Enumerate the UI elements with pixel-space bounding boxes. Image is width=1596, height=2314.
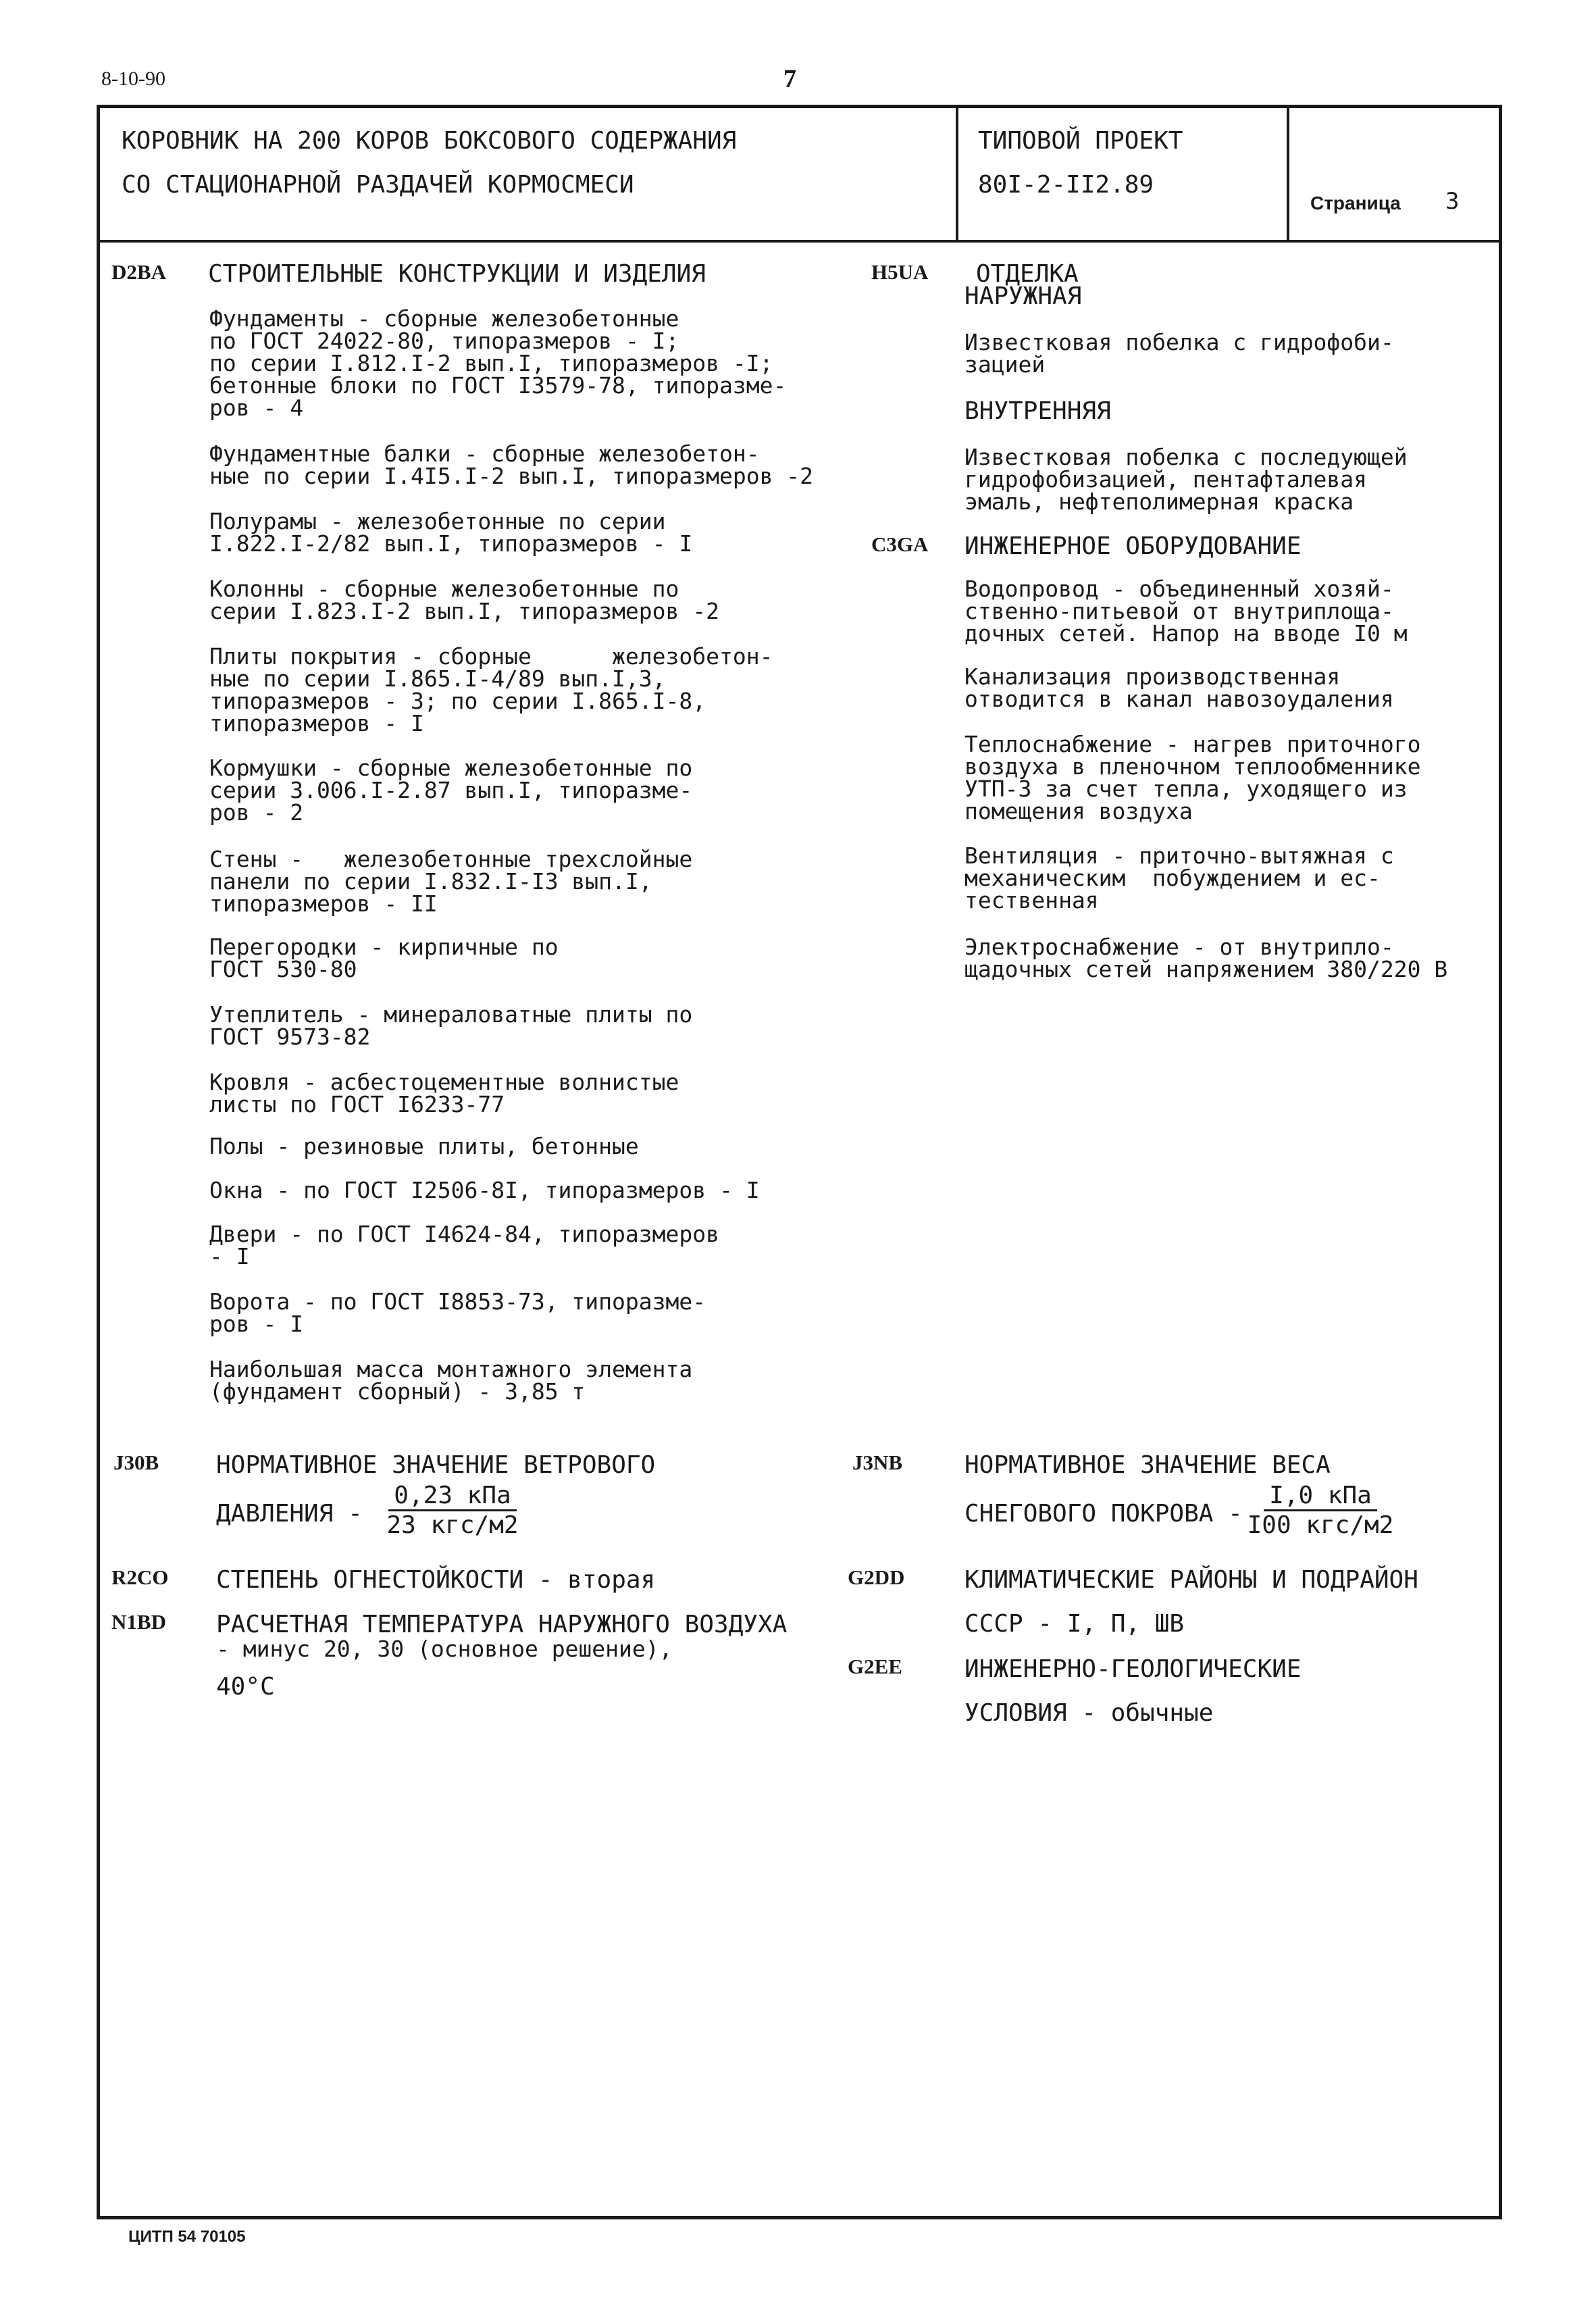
wind-denominator: 23 кгс/м2	[386, 1511, 519, 1539]
construction-item	[209, 1071, 679, 1115]
header-title-line2: СО СТАЦИОНАРНОЙ РАЗДАЧЕЙ КОРМОСМЕСИ	[122, 171, 634, 199]
engineering-item	[964, 578, 1408, 645]
engineering-item	[964, 936, 1447, 980]
construction-item	[209, 1223, 719, 1267]
text-line: Кормушки - сборные железобетонные по	[209, 755, 693, 781]
page-number: 3	[1445, 188, 1460, 215]
snow-title: НОРМАТИВНОЕ ЗНАЧЕНИЕ ВЕСА	[964, 1451, 1331, 1479]
text-line: типоразмеров - I	[209, 710, 424, 736]
text-line: Вентиляция - приточно-вытяжная с	[964, 842, 1394, 869]
construction-item	[209, 1135, 639, 1157]
snow-fraction	[1236, 1482, 1405, 1539]
text-line: эмаль, нефтеполимерная краска	[964, 488, 1354, 515]
construction-item	[209, 578, 719, 622]
text-line: воздуха в пленочном теплообменнике	[964, 753, 1421, 780]
engineering-item	[964, 665, 1394, 710]
text-line: серии I.823.I-2 вып.I, типоразмеров -2	[209, 598, 719, 624]
text-line: панели по серии I.832.I-I3 вып.I,	[209, 868, 652, 895]
construction-item	[209, 848, 692, 915]
text-line: УТП-3 за счет тепла, уходящего из	[964, 776, 1408, 802]
text-line: Полы - резиновые плиты, бетонные	[209, 1133, 639, 1159]
section-code-n1bd: N1BD	[111, 1610, 166, 1634]
section-code-h5ua: H5UA	[871, 260, 929, 284]
text-line: механическим побуждением и ес-	[964, 865, 1381, 891]
sheet-number: 7	[783, 65, 796, 93]
construction-item	[209, 307, 786, 419]
text-line: Окна - по ГОСТ I2506-8I, типоразмеров - I	[209, 1177, 760, 1203]
section-code-c3ga: C3GA	[871, 532, 929, 556]
finish-inner-text	[964, 446, 1408, 513]
construction-item	[209, 757, 692, 824]
header-col-divider-1	[956, 105, 958, 241]
wind-label: ДАВЛЕНИЯ -	[216, 1500, 363, 1528]
temperature-line3: 40°С	[216, 1673, 275, 1701]
footer-stamp: ЦИТП 54 70105	[128, 2228, 246, 2246]
text-line: ные по серии I.4I5.I-2 вып.I, типоразмеров -2	[209, 463, 814, 489]
text-line: щадочных сетей напряжением 380/220 В	[964, 956, 1448, 982]
text-line: ГОСТ 530-80	[209, 956, 357, 982]
text-line: Утеплитель - минераловатные плиты по	[209, 1001, 693, 1028]
construction-item	[209, 645, 773, 734]
text-line: ственно-питьевой от внутриплоща-	[964, 598, 1394, 624]
text-line: зацией	[964, 351, 1046, 378]
wind-numerator: 0,23 кПа	[388, 1482, 516, 1511]
text-line: ные по серии I.865.I-4/89 вып.I,3,	[209, 665, 666, 692]
engineering-item	[964, 842, 1394, 913]
text-line: ГОСТ 9573-82	[209, 1024, 371, 1050]
construction-item	[209, 1179, 760, 1201]
text-line: Канализация производственная	[964, 663, 1341, 690]
text-line: Электроснабжение - от внутрипло-	[964, 934, 1394, 960]
text-line: Наибольшая масса монтажного элемента	[209, 1356, 693, 1382]
text-line: Фундаментные балки - сборные железобетон-	[209, 441, 760, 467]
text-line: листы по ГОСТ I6233-77	[209, 1091, 505, 1117]
construction-item	[209, 1358, 692, 1403]
engineering-title: ИНЖЕНЕРНОЕ ОБОРУДОВАНИЕ	[964, 532, 1302, 560]
text-line: тественная	[964, 887, 1099, 913]
project-number: 80I-2-II2.89	[978, 171, 1154, 199]
page-frame	[97, 105, 1502, 2219]
text-line: отводится в канал навозоудаления	[964, 686, 1394, 712]
text-line: Ворота - по ГОСТ I8853-73, типоразме-	[209, 1288, 706, 1315]
section-code-g2ee: G2EE	[848, 1655, 902, 1678]
construction-item	[209, 443, 813, 487]
document-date: 8-10-90	[101, 68, 165, 90]
engineering-item	[964, 733, 1421, 822]
climate-title: КЛИМАТИЧЕСКИЕ РАЙОНЫ И ПОДРАЙОН	[964, 1566, 1418, 1594]
section-code-j30b: J30B	[113, 1451, 159, 1474]
text-line: Колонны - сборные железобетонные по	[209, 576, 679, 602]
text-line: бетонные блоки по ГОСТ I3579-78, типоразме-	[209, 372, 787, 399]
snow-denominator: I00 кгс/м2	[1247, 1511, 1394, 1539]
section-code-j3nb: J3NB	[852, 1451, 903, 1474]
construction-item	[209, 1003, 692, 1048]
finish-inner-label: ВНУТРЕННЯЯ	[964, 397, 1111, 425]
page-label: Страница	[1310, 193, 1401, 213]
text-line: Стены - железобетонные трехслойные	[209, 846, 693, 872]
geology-text: УСЛОВИЯ - обычные	[964, 1699, 1214, 1727]
header-title-line1: КОРОВНИК НА 200 КОРОВ БОКСОВОГО СОДЕРЖАНИЯ	[122, 127, 737, 155]
header-col-divider-2	[1287, 105, 1289, 241]
text-line: Плиты покрытия - сборные железобетон-	[209, 643, 773, 670]
text-line: по серии I.812.I-2 вып.I, типоразмеров -I;	[209, 350, 773, 376]
finish-outer-label: НАРУЖНАЯ	[964, 282, 1082, 310]
text-line: Кровля - асбестоцементные волнистые	[209, 1069, 679, 1095]
temperature-line2: - минус 20, 30 (основное решение),	[216, 1636, 673, 1662]
construction-item	[209, 510, 692, 555]
wind-title: НОРМАТИВНОЕ ЗНАЧЕНИЕ ВЕТРОВОГО	[216, 1451, 656, 1479]
text-line: Полурамы - железобетонные по серии	[209, 508, 666, 534]
section-code-r2co: R2CO	[111, 1565, 169, 1589]
fire-resistance: СТЕПЕНЬ ОГНЕСТОЙКОСТИ - вторая	[216, 1566, 656, 1594]
temperature-title: РАСЧЕТНАЯ ТЕМПЕРАТУРА НАРУЖНОГО ВОЗДУХА	[216, 1611, 788, 1638]
text-line: Перегородки - кирпичные по	[209, 934, 559, 960]
text-line: помещения воздуха	[964, 798, 1193, 824]
text-line: ров - I	[209, 1311, 304, 1337]
text-line: Фундаменты - сборные железобетонные	[209, 305, 679, 332]
project-label: ТИПОВОЙ ПРОЕКТ	[978, 127, 1183, 155]
construction-item	[209, 936, 559, 980]
text-line: - I	[209, 1243, 250, 1269]
finish-title: ОТДЕЛКА	[976, 260, 1079, 288]
section-code-d2ba: D2BA	[111, 260, 166, 284]
text-line: ров - 2	[209, 799, 304, 826]
text-line: дочных сетей. Напор на вводе I0 м	[964, 620, 1408, 647]
construction-section-title: СТРОИТЕЛЬНЫЕ КОНСТРУКЦИИ И ИЗДЕЛИЯ	[208, 260, 706, 288]
text-line: Водопровод - объединенный хозяй-	[964, 576, 1394, 602]
text-line: Известковая побелка с последующей	[964, 444, 1408, 470]
finish-outer-text	[964, 331, 1394, 376]
wind-fraction	[365, 1482, 540, 1539]
geology-title: ИНЖЕНЕРНО-ГЕОЛОГИЧЕСКИЕ	[964, 1655, 1302, 1683]
text-line: (фундамент сборный) - 3,85 т	[209, 1378, 586, 1405]
text-line: типоразмеров - II	[209, 890, 438, 917]
text-line: типоразмеров - 3; по серии I.865.I-8,	[209, 688, 706, 714]
text-line: Теплоснабжение - нагрев приточного	[964, 731, 1421, 757]
text-line: Известковая побелка с гидрофоби-	[964, 329, 1394, 355]
text-line: Двери - по ГОСТ I4624-84, типоразмеров	[209, 1221, 719, 1247]
header-divider	[97, 240, 1502, 243]
text-line: гидрофобизацией, пентафталевая	[964, 466, 1368, 493]
text-line: серии 3.006.I-2.87 вып.I, типоразме-	[209, 777, 693, 803]
text-line: ров - 4	[209, 395, 304, 421]
construction-item	[209, 1290, 706, 1335]
snow-label: СНЕГОВОГО ПОКРОВА -	[964, 1500, 1243, 1528]
section-code-g2dd: G2DD	[848, 1565, 905, 1589]
climate-text: СССР - I, П, ШВ	[964, 1610, 1185, 1638]
text-line: I.822.I-2/82 вып.I, типоразмеров - I	[209, 530, 693, 557]
text-line: по ГОСТ 24022-80, типоразмеров - I;	[209, 328, 679, 354]
snow-numerator: I,0 кПа	[1264, 1482, 1377, 1511]
